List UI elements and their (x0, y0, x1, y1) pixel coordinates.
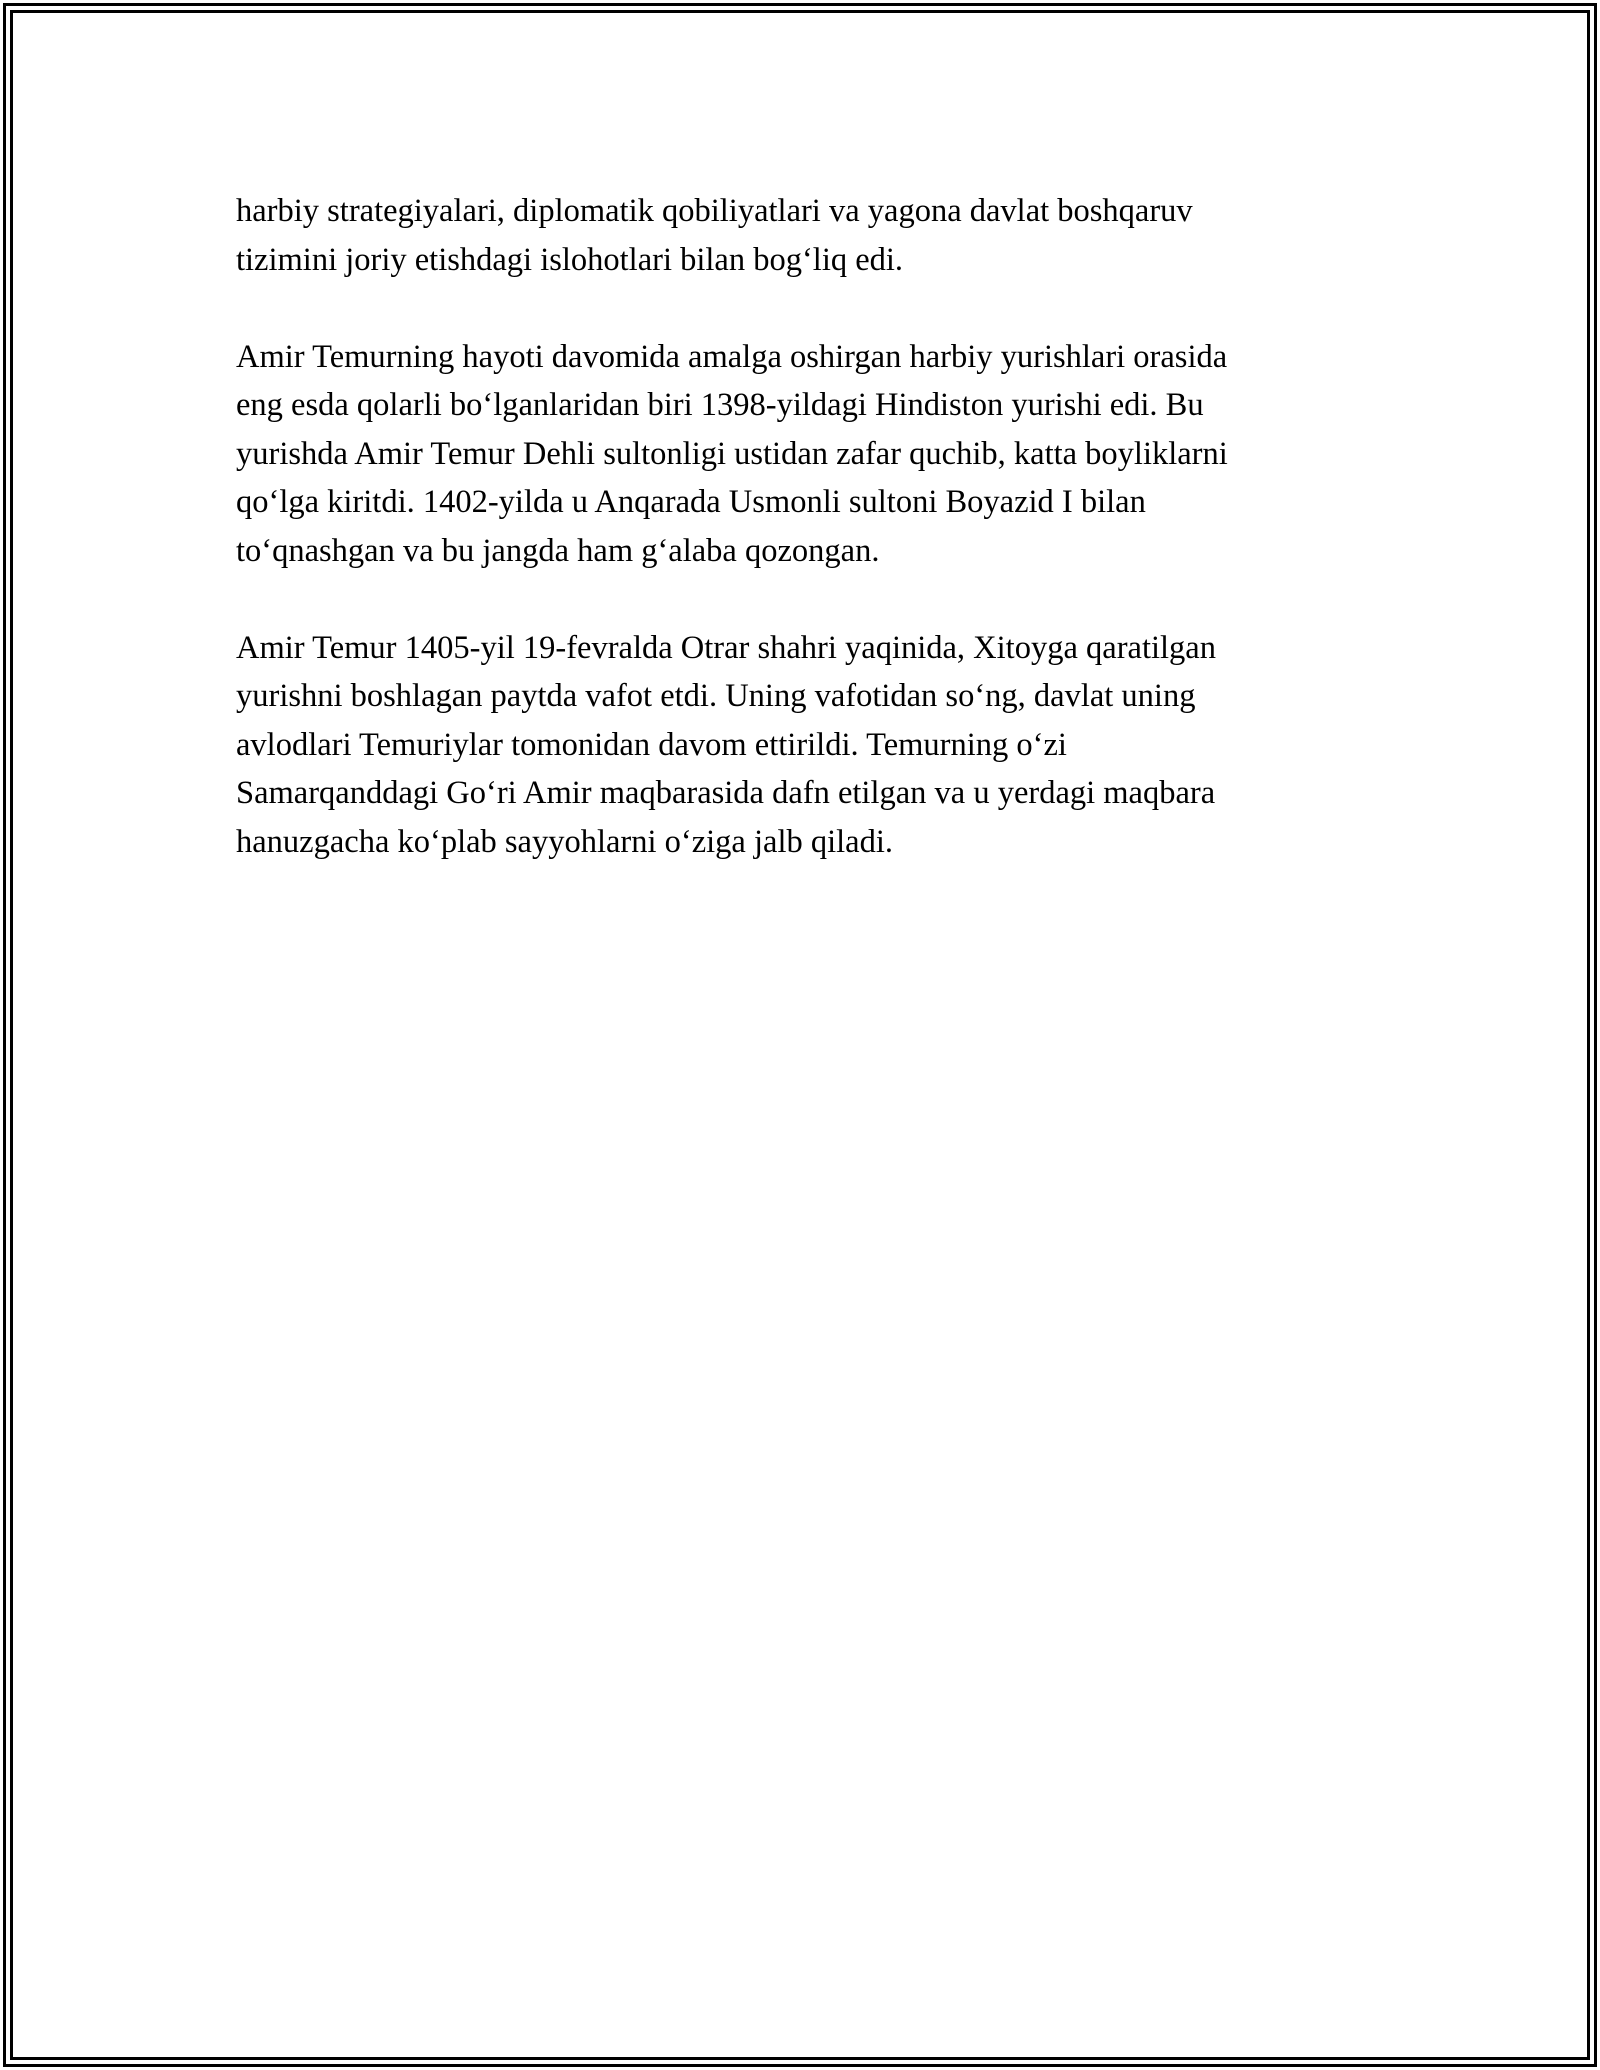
text-line: Amir Temurning hayoti davomida amalga oshirgan harbiy yurishlari orasida (236, 338, 1228, 375)
text-line: harbiy strategiyalari, diplomatik qobiliyatlari va yagona davlat boshqaruv (236, 193, 1193, 229)
text-line: avlodlari Temuriylar tomonidan davom ettirildi. Temurning o‘zi (236, 726, 1067, 763)
paragraph-3 (236, 624, 1416, 867)
text-line: eng esda qolarli bo‘lganlaridan biri 1398-yildagi Hindiston yurishi edi. Bu (236, 387, 1204, 423)
document-body (236, 187, 1416, 915)
text-line: to‘qnashgan va bu jangda ham g‘alaba qozongan. (236, 532, 880, 569)
text-line: qo‘lga kiritdi. 1402-yilda u Anqarada Usmonli sultoni Boyazid I bilan (236, 484, 1146, 520)
text-line: yurishda Amir Temur Dehli sultonligi ustidan zafar quchib, katta boyliklarni (236, 435, 1228, 472)
text-line: Amir Temur 1405-yil 19-fevralda Otrar shahri yaqinida, Xitoyga qaratilgan (236, 629, 1216, 666)
text-line: hanuzgacha ko‘plab sayyohlarni o‘ziga jalb qiladi. (236, 823, 893, 860)
paragraph-1 (236, 187, 1416, 284)
text-line: Samarqanddagi Go‘ri Amir maqbarasida dafn etilgan va u yerdagi maqbara (236, 775, 1216, 811)
text-line: yurishni boshlagan paytda vafot etdi. Uning vafotidan so‘ng, davlat uning (236, 678, 1196, 714)
text-line: tizimini joriy etishdagi islohotlari bilan bog‘liq edi. (236, 241, 904, 278)
paragraph-2 (236, 333, 1416, 576)
